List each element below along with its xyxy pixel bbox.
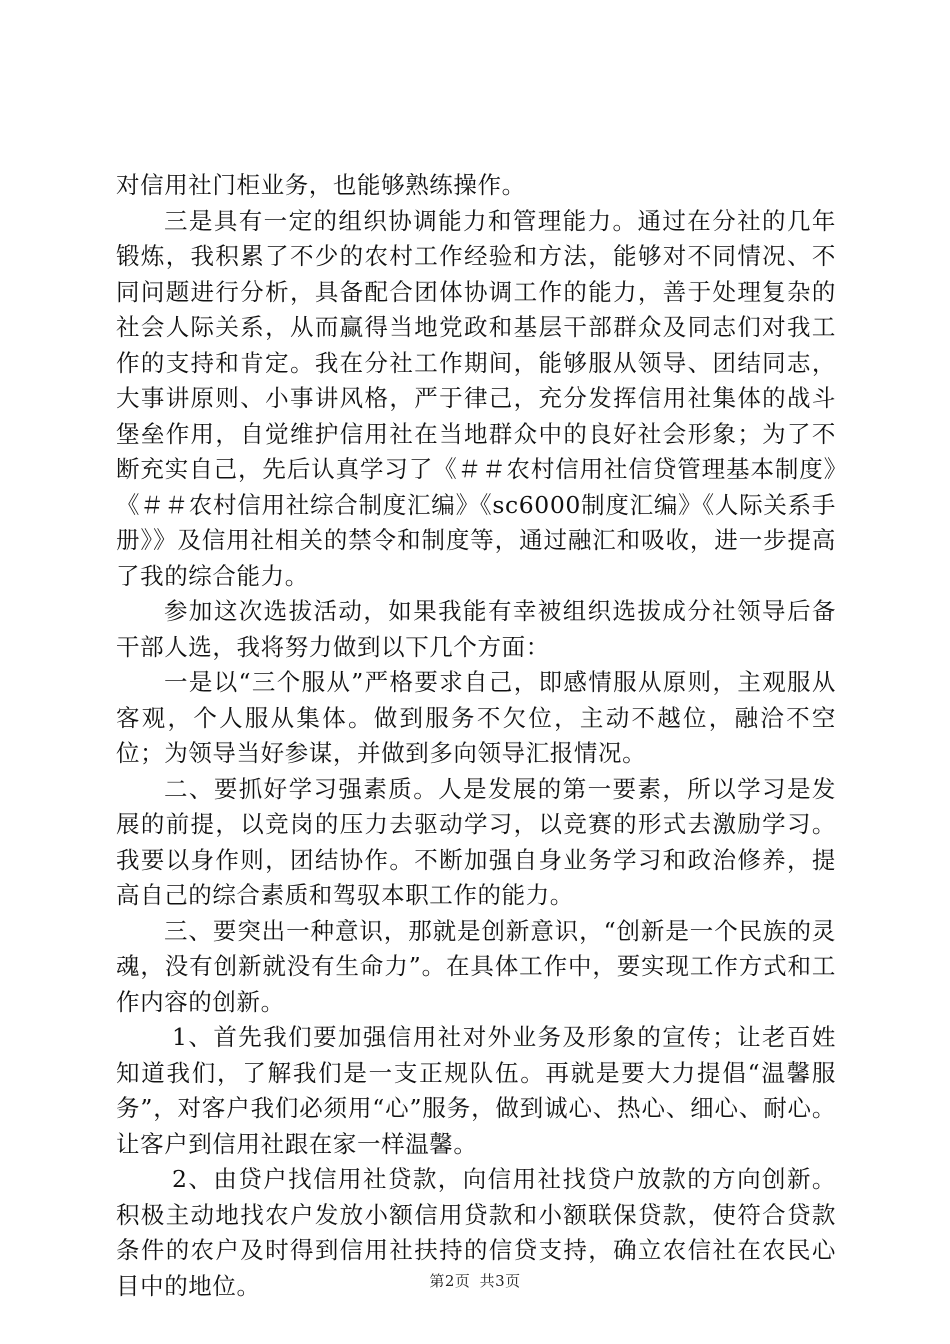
paragraph-continuation: 对信用社门柜业务，也能够熟练操作。: [116, 171, 526, 199]
paragraph-item-1: 1、首先我们要加强信用社对外业务及形象的宣传；让老百姓知道我们，了解我们是一支正规队伍。再就是要大力提倡“温馨服务”，对客户我们必须用“心”服务，做到诚心、热心、细心、耐心。让客户到信用社跟在家一样温馨。: [116, 1023, 836, 1158]
paragraph-point-three: 三、要突出一种意识，那就是创新意识，“创新是一个民族的灵魂，没有创新就没有生命力”。在具体工作中，要实现工作方式和工作内容的创新。: [116, 916, 836, 1016]
paragraph-selection: 参加这次选拔活动，如果我能有幸被组织选拔成分社领导后备干部人选，我将努力做到以下几个方面：: [116, 597, 836, 661]
paragraph-point-two: 二、要抓好学习强素质。人是发展的第一要素，所以学习是发展的前提，以竞岗的压力去驱动学习，以竞赛的形式去激励学习。我要以身作则，团结协作。不断加强自身业务学习和政治修养，提高自己的综合素质和驾驭本职工作的能力。: [116, 774, 836, 909]
document-body: [116, 168, 836, 1304]
paragraph-ability-three: 三是具有一定的组织协调能力和管理能力。通过在分社的几年锻炼，我积累了不少的农村工作经验和方法，能够对不同情况、不同问题进行分析，具备配合团体协调工作的能力，善于处理复杂的社会人际关系，从而赢得当地党政和基层干部群众及同志们对我工作的支持和肯定。我在分社工作期间，能够服从领导、团结同志，大事讲原则、小事讲风格，严于律己，充分发挥信用社集体的战斗堡垒作用，自觉维护信用社在当地群众中的良好社会形象；为了不断充实自己，先后认真学习了《＃＃农村信用社信贷管理基本制度》《＃＃农村信用社综合制度汇编》《sc6000制度汇编》《人际关系手册》》及信用社相关的禁令和制度等，通过融汇和吸收，进一步提高了我的综合能力。: [116, 206, 836, 590]
paragraph-point-one: 一是以“三个服从”严格要求自己，即感情服从原则，主观服从客观，个人服从集体。做到服务不欠位，主动不越位，融洽不空位；为领导当好参谋，并做到多向领导汇报情况。: [116, 668, 836, 767]
paragraph-item-2: 2、由贷户找信用社贷款，向信用社找贷户放款的方向创新。积极主动地找农户发放小额信用贷款和小额联保贷款，使符合贷款条件的农户及时得到信用社扶持的信贷支持，确立农信社在农民心目中的地位。: [116, 1165, 836, 1300]
page-number: 第2页: [429, 1272, 471, 1290]
page-total: 共3页: [479, 1272, 521, 1290]
page-footer: [0, 1270, 950, 1291]
